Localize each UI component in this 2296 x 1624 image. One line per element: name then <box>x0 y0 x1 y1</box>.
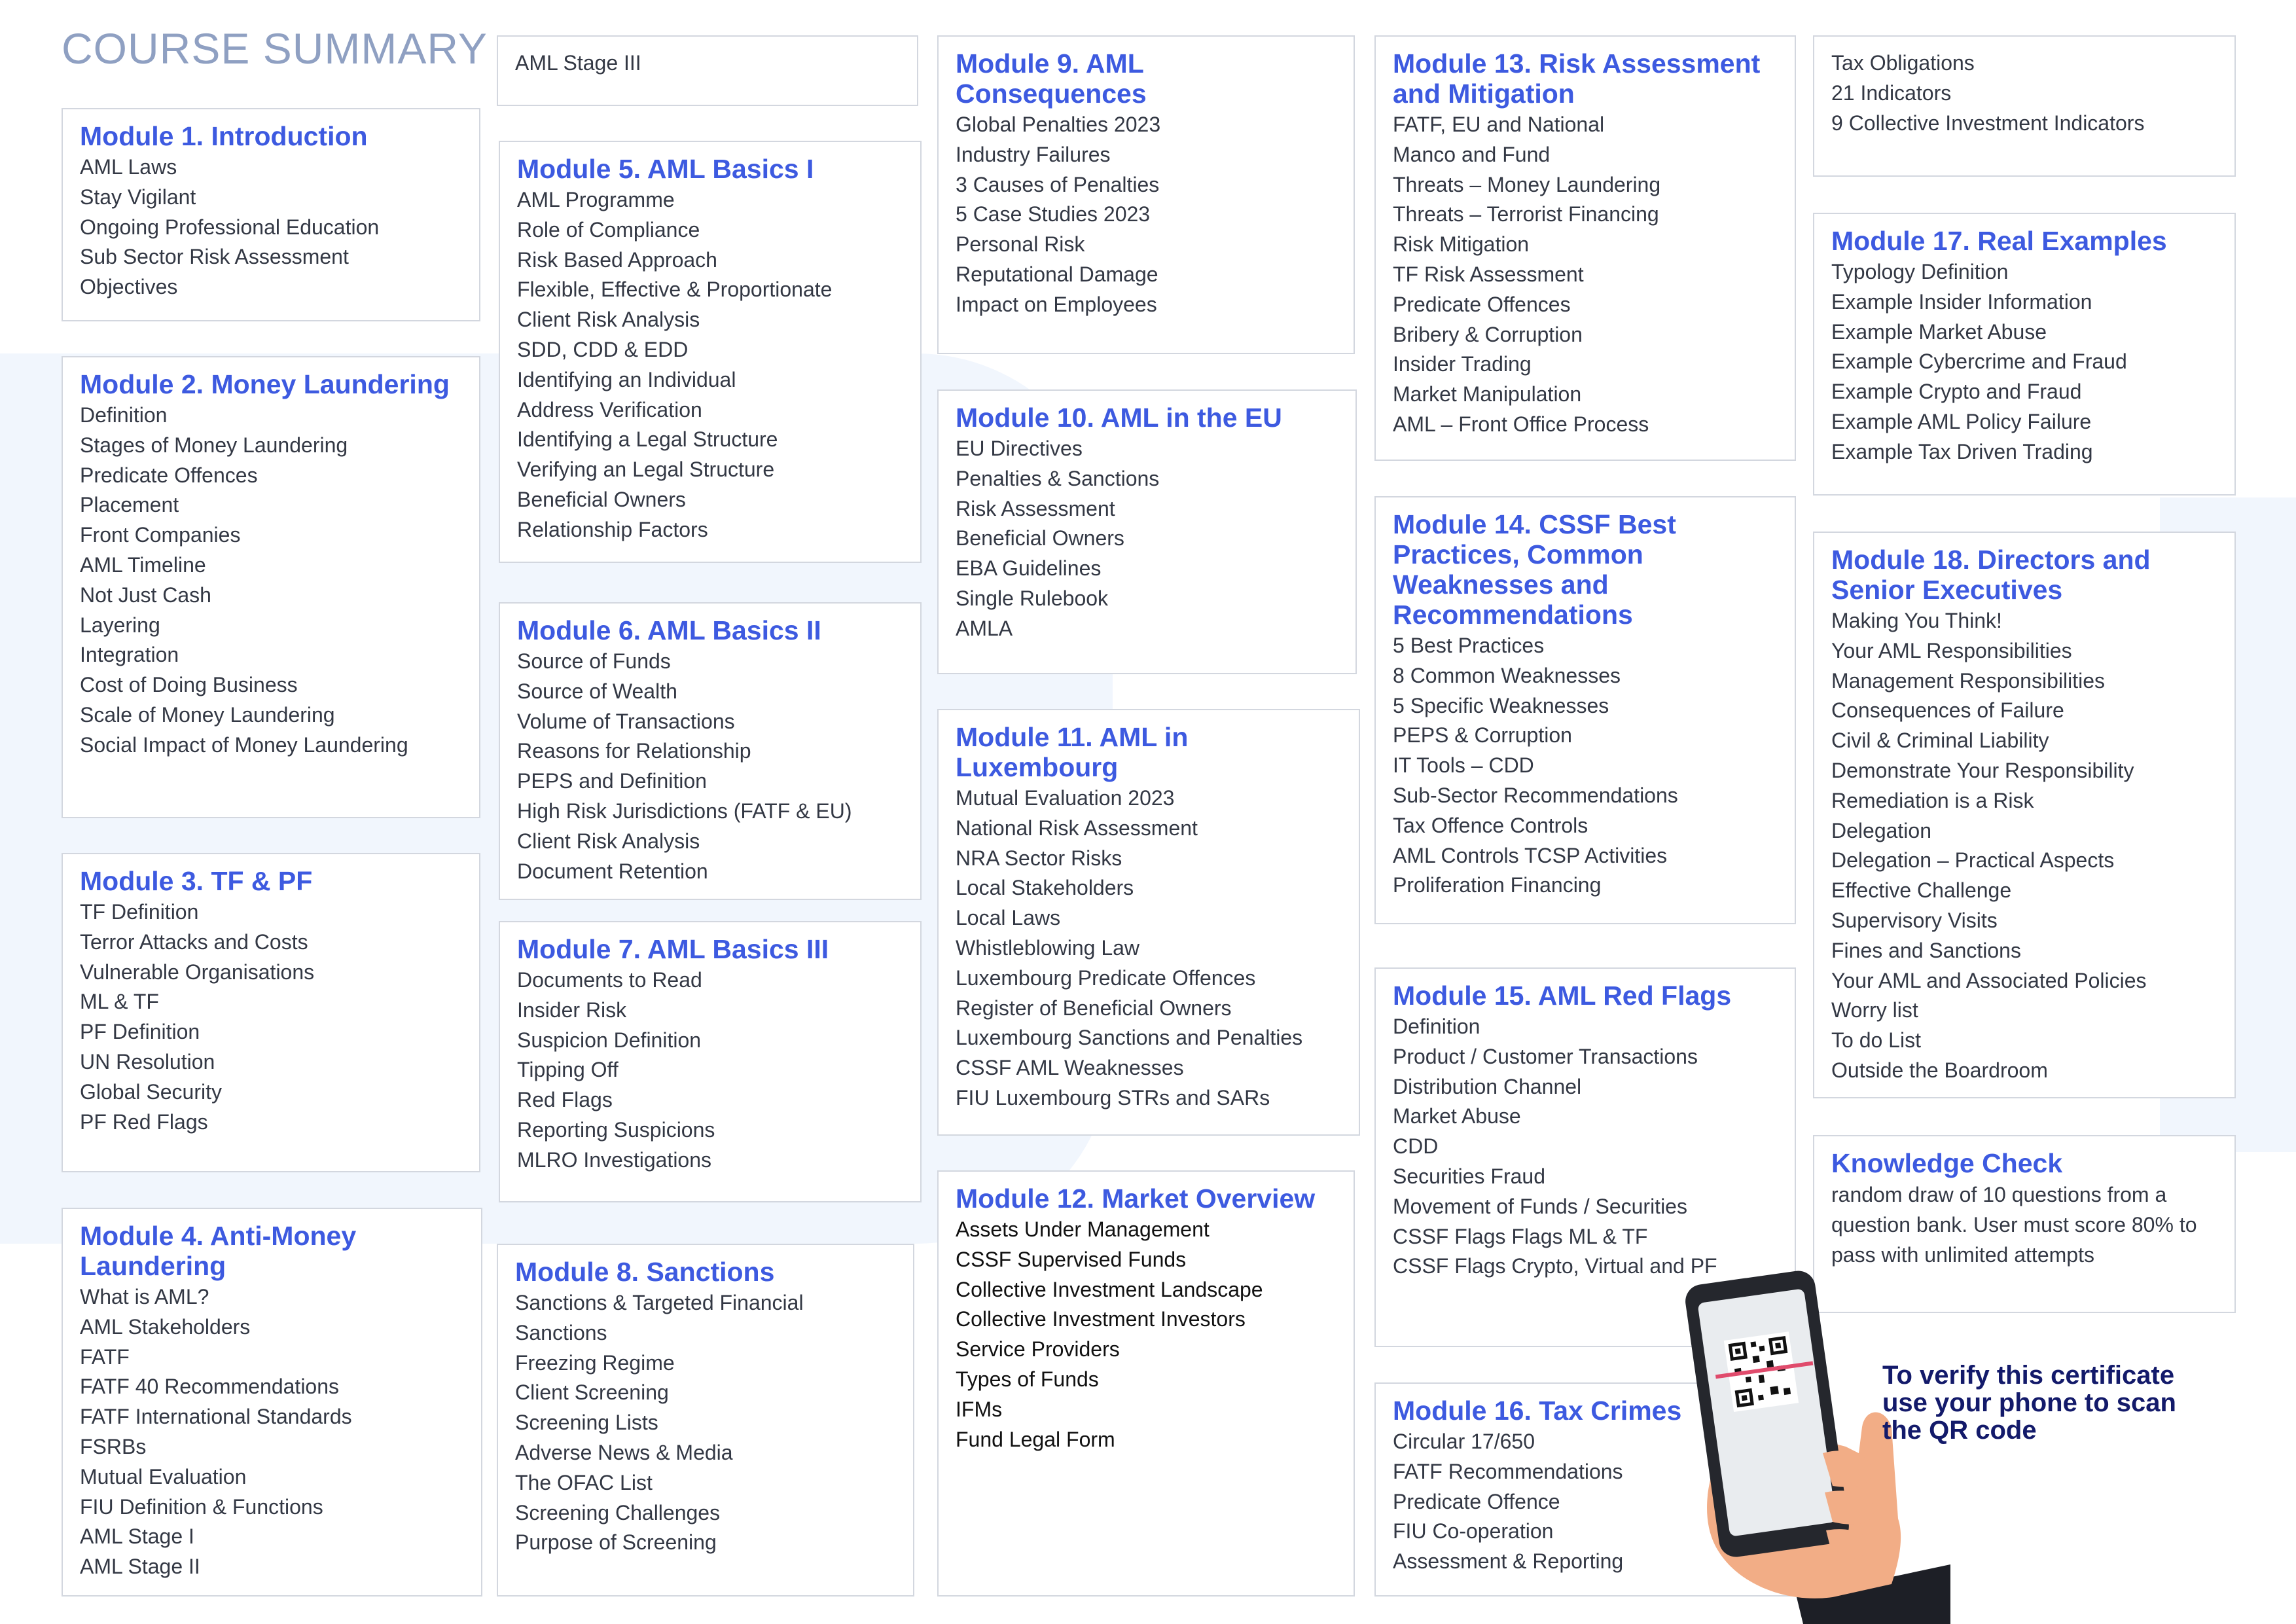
module-title: Module 3. TF & PF <box>80 866 313 896</box>
list-item: Impact on Employees <box>956 292 1157 316</box>
list-item: Civil & Criminal Liability <box>1831 729 2049 753</box>
list-item: EBA Guidelines <box>956 556 1102 581</box>
list-item: Reasons for Relationship <box>517 739 751 763</box>
list-item: 5 Case Studies 2023 <box>956 202 1151 226</box>
list-item: Market Abuse <box>1393 1104 1521 1128</box>
list-item: ML & TF <box>80 990 159 1014</box>
list-item: Purpose of Screening <box>515 1530 717 1555</box>
module-title: Module 1. Introduction <box>80 121 368 151</box>
list-item: Document Retention <box>517 859 708 883</box>
module-card-14 <box>1374 496 1796 924</box>
list-item: Tipping Off <box>517 1058 619 1082</box>
module-title: Module 11. AML in Luxembourg <box>956 722 1189 782</box>
list-item: AML Controls TCSP Activities <box>1393 843 1668 867</box>
list-item: TF Risk Assessment <box>1393 262 1584 286</box>
module-title: Module 2. Money Laundering <box>80 369 450 399</box>
module-card-6 <box>499 602 922 900</box>
list-item: Collective Investment Landscape <box>956 1277 1263 1301</box>
module-title: Module 10. AML in the EU <box>956 403 1282 433</box>
list-item: Predicate Offence <box>1393 1489 1560 1513</box>
list-item: IFMs <box>956 1397 1003 1421</box>
list-item: Identifying an Individual <box>517 367 736 391</box>
list-item: Example Crypto and Fraud <box>1831 380 2082 404</box>
list-item: Types of Funds <box>956 1367 1099 1391</box>
list-item: Risk Assessment <box>956 496 1115 520</box>
list-item: EU Directives <box>956 437 1083 460</box>
page-title: COURSE SUMMARY <box>62 24 488 73</box>
list-item: UN Resolution <box>80 1049 215 1074</box>
list-item: Global Security <box>80 1079 222 1104</box>
list-item: Worry list <box>1831 998 1918 1022</box>
list-item: Delegation <box>1831 818 1931 842</box>
list-item: Whistleblowing Law <box>956 935 1140 960</box>
list-item: Placement <box>80 493 179 517</box>
list-item: Sanctions <box>515 1320 607 1344</box>
list-item: AML Laws <box>80 155 177 179</box>
list-item: CSSF Supervised Funds <box>956 1247 1187 1271</box>
list-item: Relationship Factors <box>517 517 708 541</box>
list-item: Movement of Funds / Securities <box>1393 1194 1687 1218</box>
list-item: Threats – Terrorist Financing <box>1393 202 1659 226</box>
list-item: Effective Challenge <box>1831 878 2012 903</box>
list-item: Risk Mitigation <box>1393 232 1530 257</box>
knowledge-check-title: Knowledge Check <box>1831 1148 2063 1178</box>
list-item: Source of Funds <box>517 649 671 673</box>
list-item: AMLA <box>956 616 1013 640</box>
module-card-stage-iii <box>497 35 918 106</box>
list-item: Freezing Regime <box>515 1350 675 1375</box>
list-item: Front Companies <box>80 523 241 547</box>
list-item: Your AML and Associated Policies <box>1831 968 2147 992</box>
module-card-4 <box>62 1208 482 1597</box>
list-item: Bribery & Corruption <box>1393 322 1583 346</box>
list-item: Typology Definition <box>1831 260 2009 283</box>
list-item: Global Penalties 2023 <box>956 113 1161 136</box>
module-card-18 <box>1813 532 2236 1098</box>
list-item: Supervisory Visits <box>1831 908 1998 932</box>
list-item: Predicate Offences <box>1393 292 1571 316</box>
module-title: Module 7. AML Basics III <box>517 934 829 964</box>
module-title: Module 13. Risk Assessment and Mitigation <box>1393 48 1761 109</box>
list-item: Screening Challenges <box>515 1500 721 1525</box>
list-item: Objectives <box>80 275 178 299</box>
verify-line: the QR code <box>1882 1416 2037 1445</box>
module-title: Module 16. Tax Crimes <box>1393 1396 1682 1426</box>
list-item: Reporting Suspicions <box>517 1117 715 1142</box>
list-item: FATF 40 Recommendations <box>80 1375 340 1399</box>
list-item: Penalties & Sanctions <box>956 466 1160 490</box>
list-item: Ongoing Professional Education <box>80 215 380 239</box>
list-item: Fines and Sanctions <box>1831 938 2021 962</box>
module-card-3 <box>62 853 480 1172</box>
verify-line: To verify this certificate <box>1882 1361 2175 1390</box>
list-item: Sub Sector Risk Assessment <box>80 245 349 269</box>
list-item: Personal Risk <box>956 232 1085 257</box>
list-item: Delegation – Practical Aspects <box>1831 848 2115 873</box>
list-item: Luxembourg Predicate Offences <box>956 965 1256 990</box>
list-item: FATF <box>80 1344 130 1369</box>
list-item: Address Verification <box>517 397 702 422</box>
list-item: Management Responsibilities <box>1831 668 2105 693</box>
list-item: FATF Recommendations <box>1393 1459 1623 1483</box>
list-item: Consequences of Failure <box>1831 698 2064 723</box>
list-item: Verifying an Legal Structure <box>517 458 775 482</box>
list-item: Adverse News & Media <box>515 1440 733 1464</box>
list-item: National Risk Assessment <box>956 816 1198 840</box>
list-item: Definition <box>80 403 168 427</box>
list-item: PEPS and Definition <box>517 769 707 793</box>
list-item: Social Impact of Money Laundering <box>80 732 408 757</box>
list-item: FSRBs <box>80 1434 147 1458</box>
list-item: PF Red Flags <box>80 1110 208 1134</box>
list-item: IT Tools – CDD <box>1393 753 1534 778</box>
list-item: Product / Customer Transactions <box>1393 1044 1698 1068</box>
list-item: Register of Beneficial Owners <box>956 996 1232 1020</box>
module-card-5 <box>499 141 922 563</box>
module-card-11 <box>937 709 1360 1136</box>
list-item: Service Providers <box>956 1337 1120 1362</box>
list-item: TF Definition <box>80 900 199 924</box>
list-item: Threats – Money Laundering <box>1393 172 1661 196</box>
list-item: Screening Lists <box>515 1411 658 1435</box>
list-item: 21 Indicators <box>1831 81 1952 105</box>
list-item: AML – Front Office Process <box>1393 412 1649 436</box>
list-item: AML Timeline <box>80 552 206 577</box>
list-item: Mutual Evaluation 2023 <box>956 786 1175 810</box>
list-item: Distribution Channel <box>1393 1074 1582 1098</box>
list-item: AML Programme <box>517 188 675 211</box>
list-item: Beneficial Owners <box>517 487 686 511</box>
list-item: Flexible, Effective & Proportionate <box>517 278 833 302</box>
list-item: Remediation is a Risk <box>1831 788 2034 812</box>
module-card-2 <box>62 356 480 818</box>
list-item: AML Stage II <box>80 1555 200 1579</box>
list-item: Reputational Damage <box>956 262 1158 286</box>
list-item: Insider Risk <box>517 998 627 1022</box>
module-title: Module 8. Sanctions <box>515 1257 775 1287</box>
list-item: Insider Trading <box>1393 352 1532 376</box>
module-title: Module 4. Anti-Money Laundering <box>80 1221 357 1281</box>
list-item: Proliferation Financing <box>1393 873 1602 897</box>
knowledge-check-description: random draw of 10 questions from a question bank. User must score 80% to pass with unlimited attempts <box>1831 1183 2197 1267</box>
list-item: Client Risk Analysis <box>517 829 700 853</box>
list-item: Market Manipulation <box>1393 382 1582 406</box>
list-item: Risk Based Approach <box>517 247 717 272</box>
module-card-12 <box>937 1170 1355 1597</box>
list-item: Outside the Boardroom <box>1831 1058 2048 1082</box>
list-item: Example Cybercrime and Fraud <box>1831 350 2127 374</box>
list-item: 3 Causes of Penalties <box>956 172 1160 196</box>
list-item: Stages of Money Laundering <box>80 433 348 457</box>
list-item: Stay Vigilant <box>80 185 196 209</box>
list-item: PF Definition <box>80 1020 200 1044</box>
list-item: NRA Sector Risks <box>956 846 1122 870</box>
list-item: Local Stakeholders <box>956 876 1134 900</box>
list-item: Circular 17/650 <box>1393 1430 1535 1453</box>
verify-line: use your phone to scan <box>1882 1388 2176 1417</box>
list-item: Source of Wealth <box>517 679 677 703</box>
list-item: Tax Obligations <box>1831 51 1975 75</box>
list-item: Client Risk Analysis <box>517 308 700 332</box>
list-item: FATF International Standards <box>80 1405 352 1429</box>
list-item: AML Stage I <box>80 1525 194 1549</box>
module-card-9 <box>937 35 1355 354</box>
list-item: MLRO Investigations <box>517 1147 712 1172</box>
list-item: Example AML Policy Failure <box>1831 409 2092 433</box>
list-item: 5 Specific Weaknesses <box>1393 693 1609 717</box>
list-item: Luxembourg Sanctions and Penalties <box>956 1026 1303 1050</box>
module-title: Module 18. Directors and Senior Executives <box>1831 545 2151 605</box>
list-item: Role of Compliance <box>517 217 700 242</box>
module-card-1 <box>62 108 480 321</box>
list-item: Terror Attacks and Costs <box>80 929 308 954</box>
list-item: Mutual Evaluation <box>80 1464 247 1489</box>
module-title: Module 6. AML Basics II <box>517 615 821 645</box>
module-card-tax-continued <box>1813 35 2236 177</box>
list-item: PEPS & Corruption <box>1393 723 1572 748</box>
module-card-8 <box>497 1244 914 1597</box>
list-item: Collective Investment Investors <box>956 1307 1246 1331</box>
list-item: Assessment & Reporting <box>1393 1549 1624 1574</box>
list-item: FIU Luxembourg STRs and SARs <box>956 1085 1270 1110</box>
list-item: Not Just Cash <box>80 583 211 607</box>
module-title: Module 9. AML Consequences <box>956 48 1147 109</box>
list-item: Example Market Abuse <box>1831 319 2047 344</box>
list-item: Cost of Doing Business <box>80 673 298 697</box>
list-item: What is AML? <box>80 1285 209 1308</box>
list-item: Tax Offence Controls <box>1393 813 1588 837</box>
list-item: CSSF AML Weaknesses <box>956 1056 1184 1080</box>
list-item: Volume of Transactions <box>517 709 735 733</box>
list-item: 8 Common Weaknesses <box>1393 663 1621 687</box>
module-card-10 <box>937 389 1357 674</box>
list-item: Securities Fraud <box>1393 1164 1545 1188</box>
list-item: Documents to Read <box>517 968 702 992</box>
list-item: To do List <box>1831 1028 1921 1053</box>
list-item: 5 Best Practices <box>1393 634 1545 657</box>
list-item: Sub-Sector Recommendations <box>1393 783 1678 807</box>
list-item: Making You Think! <box>1831 609 2002 632</box>
list-item: 9 Collective Investment Indicators <box>1831 111 2145 135</box>
list-item: Suspicion Definition <box>517 1028 702 1052</box>
list-item: Red Flags <box>517 1088 613 1112</box>
list-item: Vulnerable Organisations <box>80 960 315 984</box>
list-item: FATF, EU and National <box>1393 113 1605 136</box>
list-item: AML Stage III <box>515 51 641 75</box>
list-item: Example Tax Driven Trading <box>1831 439 2093 463</box>
list-item: Definition <box>1393 1015 1480 1038</box>
module-card-13 <box>1374 35 1796 461</box>
list-item: Your AML Responsibilities <box>1831 638 2072 662</box>
list-item: CSSF Flags Flags ML & TF <box>1393 1224 1648 1248</box>
list-item: AML Stakeholders <box>80 1314 251 1339</box>
list-item: Demonstrate Your Responsibility <box>1831 758 2134 782</box>
list-item: Local Laws <box>956 906 1061 930</box>
list-item: Sanctions & Targeted Financial <box>515 1291 804 1314</box>
list-item: Industry Failures <box>956 142 1111 166</box>
module-card-7 <box>499 921 922 1202</box>
list-item: Single Rulebook <box>956 586 1109 610</box>
list-item: Identifying a Legal Structure <box>517 427 778 452</box>
list-item: High Risk Jurisdictions (FATF & EU) <box>517 799 852 823</box>
list-item: CDD <box>1393 1134 1439 1159</box>
list-item: Client Screening <box>515 1380 669 1405</box>
module-title: Module 5. AML Basics I <box>517 154 814 184</box>
list-item: Scale of Money Laundering <box>80 702 335 727</box>
module-title: Module 12. Market Overview <box>956 1183 1316 1214</box>
list-item: The OFAC List <box>515 1470 653 1494</box>
list-item: FIU Definition & Functions <box>80 1494 323 1519</box>
list-item: Manco and Fund <box>1393 142 1551 166</box>
list-item: CSSF Flags Crypto, Virtual and PF <box>1393 1254 1717 1278</box>
module-card-17 <box>1813 213 2236 496</box>
list-item: Beneficial Owners <box>956 526 1124 550</box>
module-title: Module 14. CSSF Best Practices, Common Weaknesses and Recommendations <box>1393 509 1676 630</box>
list-item: Example Insider Information <box>1831 289 2092 314</box>
list-item: Assets Under Management <box>956 1218 1210 1241</box>
list-item: Predicate Offences <box>80 463 258 487</box>
module-title: Module 15. AML Red Flags <box>1393 981 1732 1011</box>
list-item: SDD, CDD & EDD <box>517 337 689 361</box>
verify-instructions <box>1882 1362 2176 1444</box>
list-item: Layering <box>80 613 160 637</box>
module-title: Module 17. Real Examples <box>1831 226 2167 256</box>
list-item: Fund Legal Form <box>956 1427 1115 1451</box>
list-item: Integration <box>80 643 179 667</box>
list-item: FIU Co-operation <box>1393 1519 1554 1543</box>
